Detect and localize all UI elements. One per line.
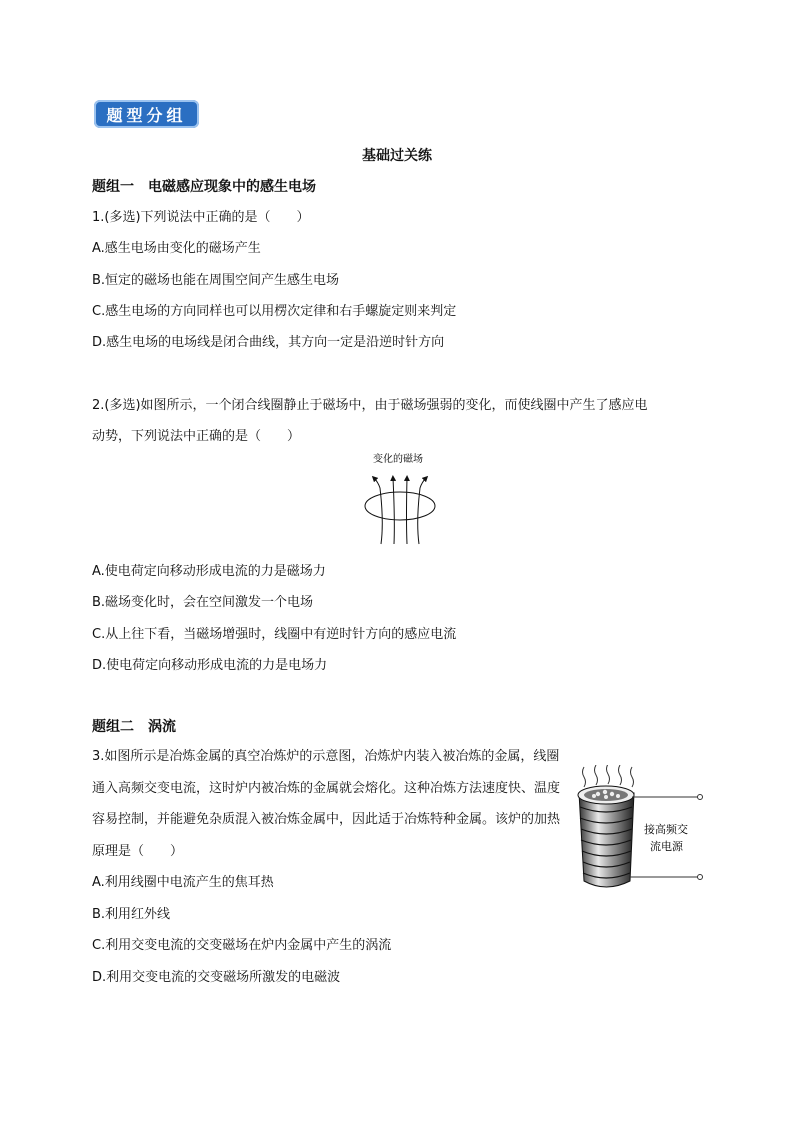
q3-stem: 3.如图所示是冶炼金属的真空冶炼炉的示意图，冶炼炉内装入被冶炼的金属，线圈通入高频交变电流，这时炉内被冶炼的金属就会熔化。这种冶炼方法速度快、温度容易控制，并能避免杂质混入被冶炼金属中，因此适于冶炼特种金属。该炉的加热原理是（ ）: [92, 749, 561, 859]
section-title: 基础过关练: [362, 148, 432, 164]
vacuum-furnace-figure: [566, 765, 706, 893]
q2-option-b: B.磁场变化时，会在空间激发一个电场: [92, 595, 314, 610]
q2-option-a: A.使电荷定向移动形成电流的力是磁场力: [92, 564, 326, 579]
hf-ac-source-label-2: 流电源: [650, 840, 683, 853]
q1-option-a: A.感生电场由变化的磁场产生: [92, 241, 261, 256]
q2-option-c: C.从上往下看，当磁场增强时，线圈中有逆时针方向的感应电流: [92, 627, 457, 642]
q3-block: [92, 741, 706, 993]
q3-option-b: B.利用红外线: [92, 906, 171, 922]
q1-option-d: D.感生电场的电场线是闭合曲线，其方向一定是沿逆时针方向: [92, 335, 445, 350]
coil-magnetic-field-figure: [350, 450, 450, 548]
group2-title: 题组二 涡流: [92, 719, 176, 735]
q3-option-c: C.利用交变电流的交变磁场在炉内金属中产生的涡流: [92, 938, 392, 953]
q2-stem-line2: 动势，下列说法中正确的是（ ）: [92, 429, 301, 444]
q3-option-d: D.利用交变电流的交变磁场所激发的电磁波: [92, 969, 341, 985]
hf-ac-source-label-1: 接高频交: [644, 823, 688, 836]
q3-option-a: A.利用线圈中电流产生的焦耳热: [92, 875, 274, 890]
q2-stem-line1: 2.(多选)如图所示，一个闭合线圈静止于磁场中，由于磁场强弱的变化，而使线圈中产生了感应电: [92, 398, 648, 413]
q2-option-d: D.使电荷定向移动形成电流的力是电场力: [92, 658, 328, 673]
q1-option-b: B.恒定的磁场也能在周围空间产生感生电场: [92, 273, 340, 288]
changing-field-label: 变化的磁场: [373, 454, 423, 465]
question-type-badge: 题型分组: [94, 100, 199, 128]
q1-stem: 1.(多选)下列说法中正确的是（ ）: [92, 210, 310, 225]
group1-title: 题组一 电磁感应现象中的感生电场: [92, 179, 316, 195]
q1-option-c: C.感生电场的方向同样也可以用楞次定律和右手螺旋定则来判定: [92, 304, 457, 319]
